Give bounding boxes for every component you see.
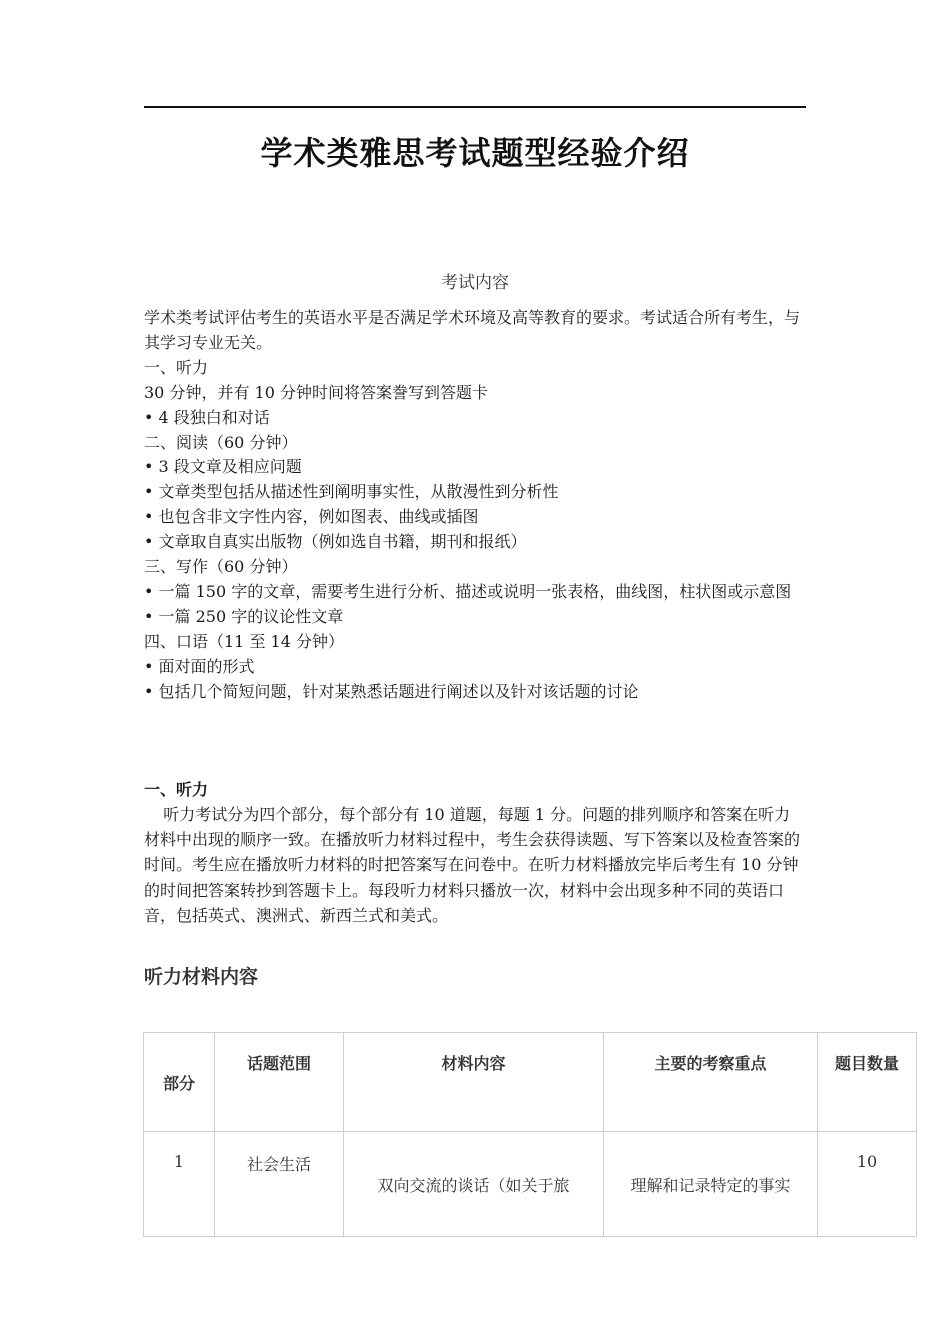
table-row bbox=[144, 1132, 917, 1237]
overview-bullet: • 包括几个简短问题，针对某熟悉话题进行阐述以及针对该话题的讨论 bbox=[144, 681, 639, 701]
table-cell: 理解和记录特定的事实 bbox=[604, 1132, 818, 1237]
table-cell: 1 bbox=[144, 1132, 215, 1237]
overview-bullet: • 4 段独白和对话 bbox=[144, 407, 270, 427]
column-header: 部分 bbox=[144, 1033, 215, 1132]
listening-material-table bbox=[143, 1032, 917, 1237]
overview-bullet: • 面对面的形式 bbox=[144, 656, 255, 676]
column-header: 话题范围 bbox=[215, 1033, 344, 1132]
overview-bullet: • 一篇 250 字的议论性文章 bbox=[144, 606, 344, 626]
table-cell: 双向交流的谈话（如关于旅 bbox=[344, 1132, 604, 1237]
overview-intro: 学术类考试评估考生的英语水平是否满足学术环境及高等教育的要求。考试适合所有考生，与其学习专业无关。 bbox=[144, 308, 801, 352]
overview-line: 30 分钟，并有 10 分钟时间将答案誊写到答题卡 bbox=[144, 382, 488, 402]
overview-bullet: • 文章取自真实出版物（例如选自书籍，期刊和报纸） bbox=[144, 532, 527, 552]
overview-line: 三、写作（60 分钟） bbox=[144, 557, 298, 577]
material-heading: 听力材料内容 bbox=[144, 966, 259, 988]
top-rule bbox=[144, 106, 806, 108]
overview-bullet: • 一篇 150 字的文章，需要考生进行分析、描述或说明一张表格，曲线图，柱状图或示意图 bbox=[144, 581, 792, 601]
column-header: 主要的考察重点 bbox=[604, 1033, 818, 1132]
document-title: 学术类雅思考试题型经验介绍 bbox=[260, 134, 690, 172]
listening-paragraph: 听力考试分为四个部分，每个部分有 10 道题，每题 1 分。问题的排列顺序和答案在听力材料中出现的顺序一致。在播放听力材料过程中，考生会获得读题、写下答案以及检查答案的时间。考生应在播放听力材料的时把答案写在问卷中。在听力材料播放完毕后考生有 10 分钟的时间把答案转抄到答题卡上。每段听力材料只播放一次，材料中会出现多种不同的英语口音，包括英式、澳洲式、新西兰式和美式。 bbox=[144, 805, 801, 925]
column-header: 材料内容 bbox=[344, 1033, 604, 1132]
table-cell: 10 bbox=[818, 1132, 917, 1237]
column-header: 题目数量 bbox=[818, 1033, 917, 1132]
overview-line: 四、口语（11 至 14 分钟） bbox=[144, 631, 344, 651]
table-header-row bbox=[144, 1033, 917, 1132]
overview-bullet: • 文章类型包括从描述性到阐明事实性，从散漫性到分析性 bbox=[144, 482, 559, 502]
overview-bullet: • 也包含非文字性内容，例如图表、曲线或插图 bbox=[144, 507, 479, 527]
overview-line: 二、阅读（60 分钟） bbox=[144, 432, 298, 452]
table-cell: 社会生活 bbox=[215, 1132, 344, 1237]
overview-line: 一、听力 bbox=[144, 357, 209, 377]
listening-heading: 一、听力 bbox=[144, 780, 209, 799]
overview-bullet: • 3 段文章及相应问题 bbox=[144, 457, 302, 477]
section-subtitle: 考试内容 bbox=[441, 273, 509, 293]
exam-overview bbox=[144, 306, 808, 705]
